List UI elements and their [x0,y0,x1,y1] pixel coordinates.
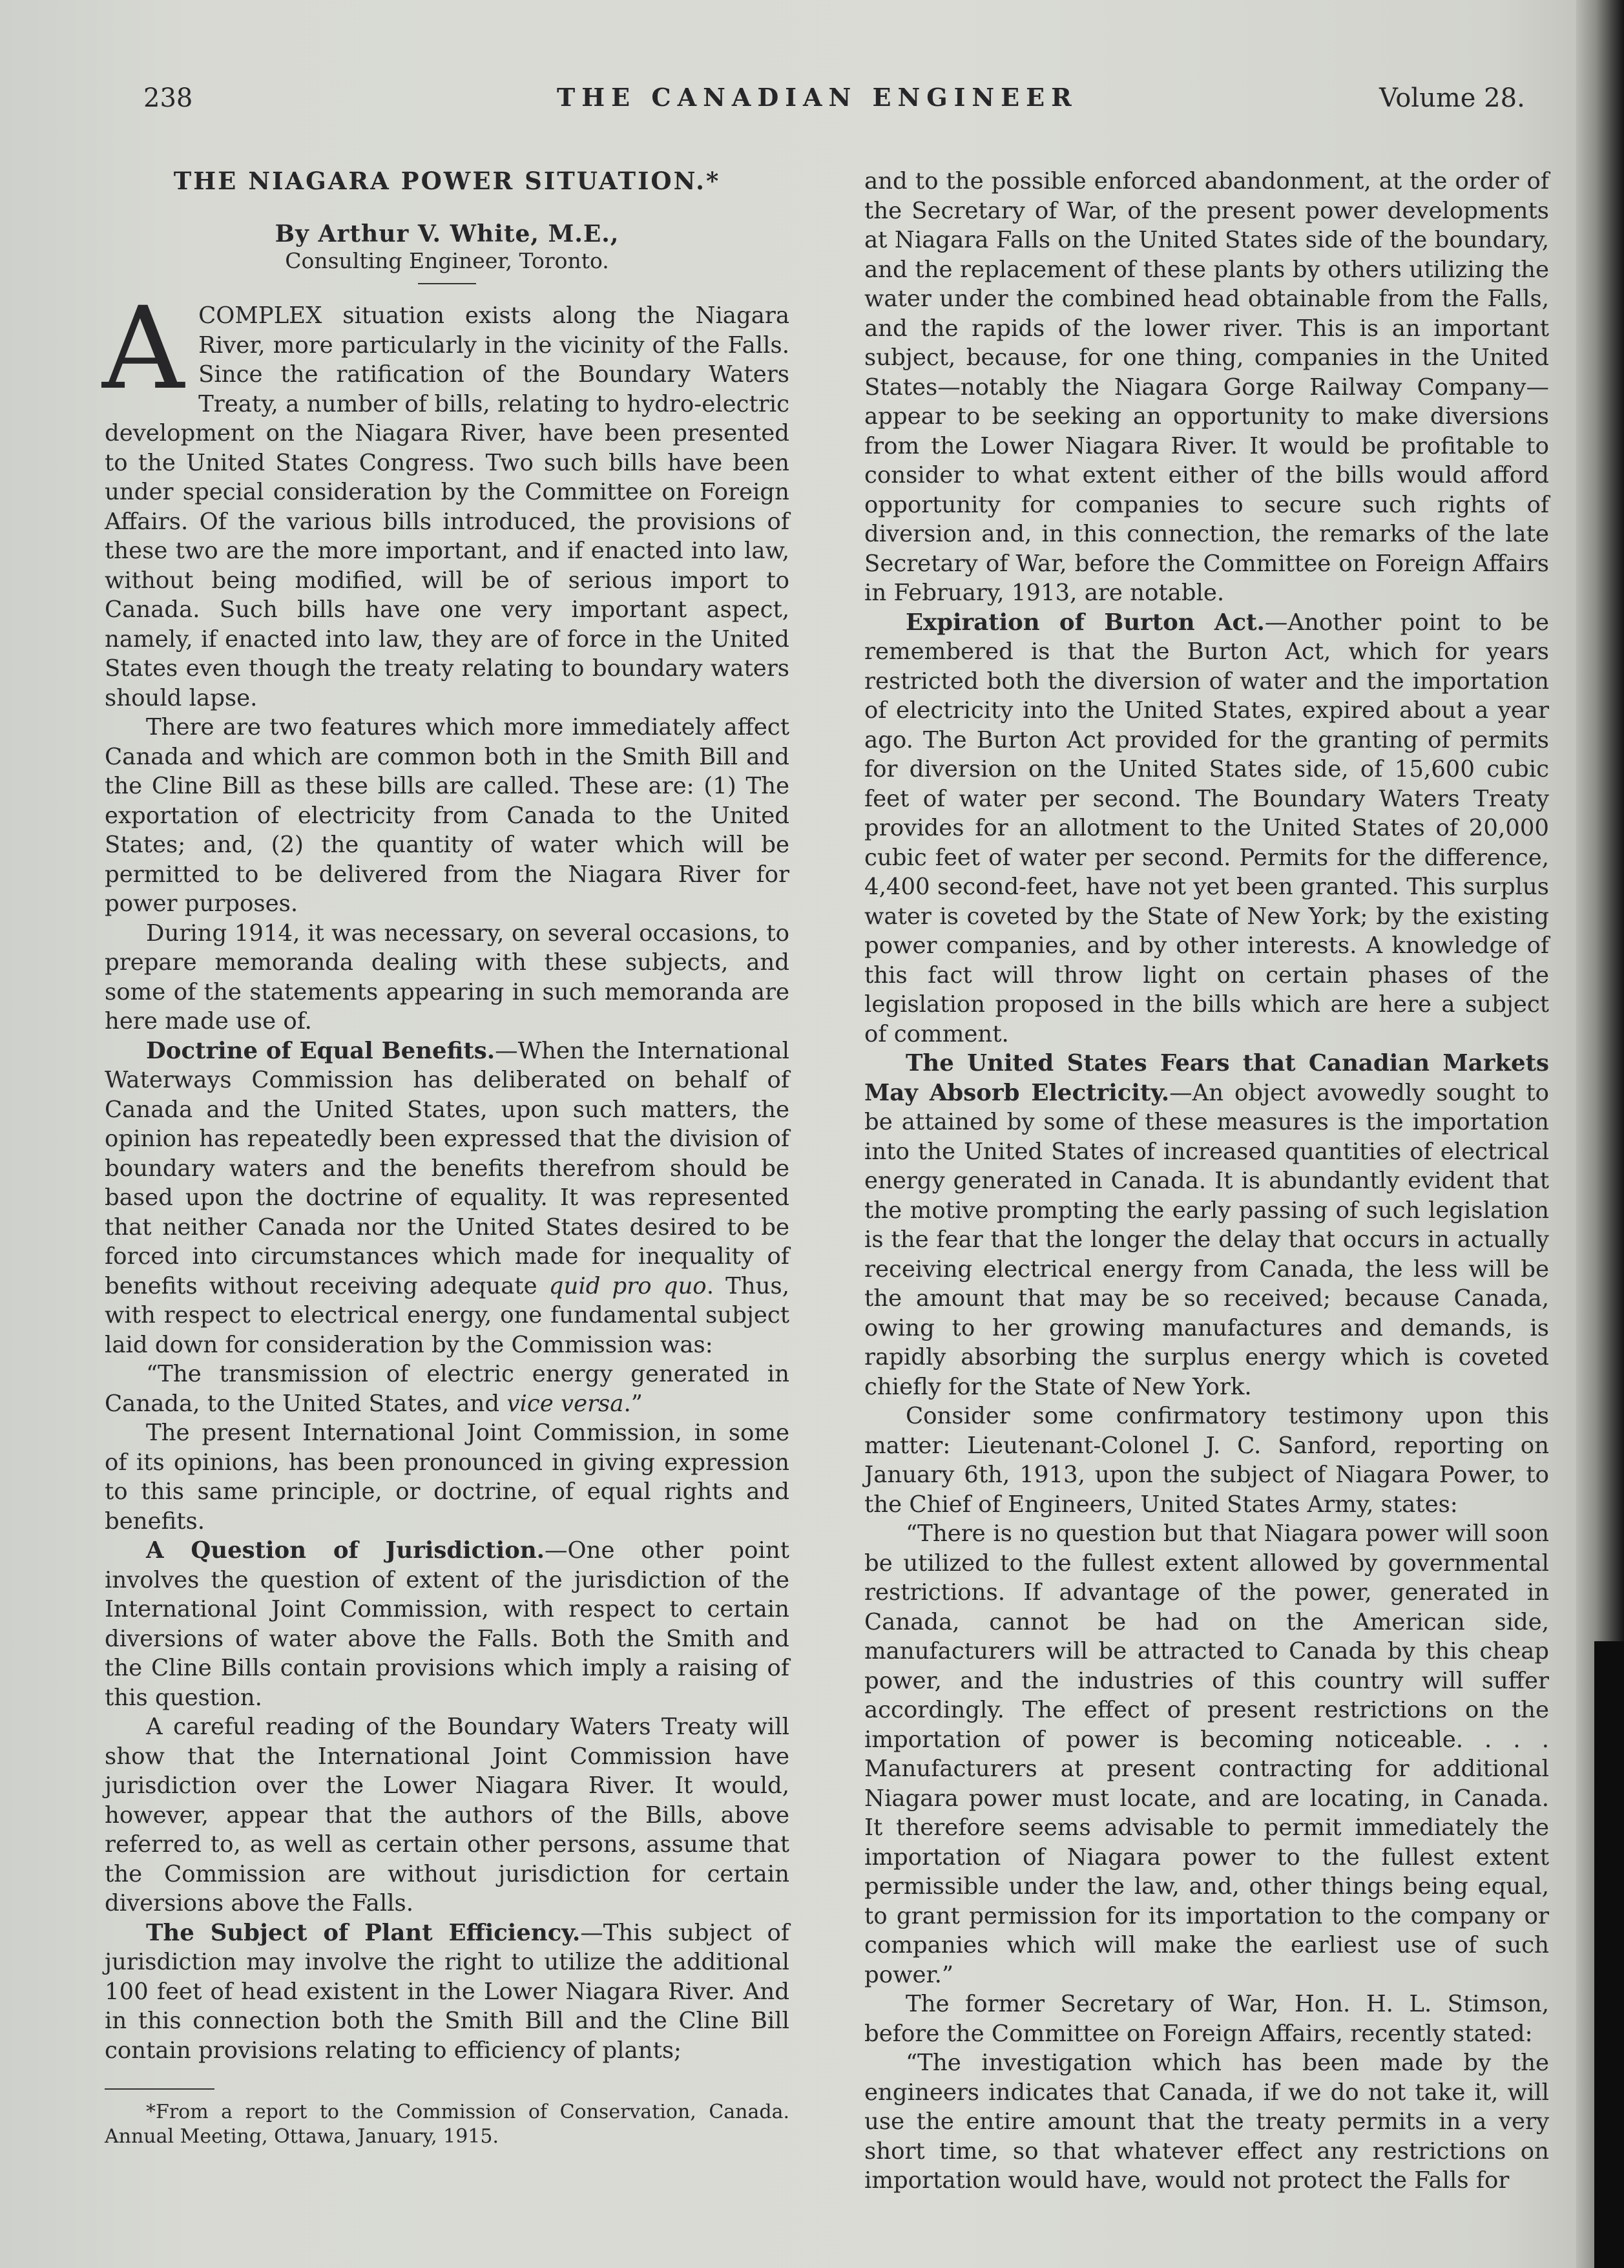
burton-act-text: —Another point to be remembered is that the Burton Act, which for years restricted both the diversion of water and the importation of electricity into the United States, expired about a year ago. The Burton Act provided for the granting of permits for diversion on the United States side, of 15,600 cubic feet of water per second. The Boundary Waters Treaty provides for an allotment to the United States of 20,000 cubic feet of water per second. Permits for the difference, 4,400 second-feet, have not yet been granted. This surplus water is coveted by the State of New York; by the existing power companies, and by other interests. A knowledge of this fact will throw light on certain phases of the legislation proposed in the bills which are here a subject of comment. [864,609,1549,1047]
features-paragraph: There are two features which more immediately affect Canada and which are common both in the Smith Bill and the Cline Bill as these bills are called. These are: (1) The exportation of electricity from Canada to the United States; and, (2) the quantity of water which will be permitted to be delivered from the Niagara River for power purposes. [105,714,789,917]
jurisdiction-heading: A Question of Jurisdiction. [146,1537,545,1564]
ijc-paragraph: The present International Joint Commission, in some of its opinions, has been pronounced in giving expression to this same principle, or doctrine, of equal rights and benefits. [105,1420,789,1535]
footnote-divider [105,2088,214,2090]
plant-efficiency-text: —This subject of jurisdiction may involve the right to utilize the additional 100 feet of head existent in the Lower Niagara River. And in this connection both the Smith Bill and the Cline Bill contain provisions relating to efficiency of plants; [105,1919,790,2064]
doctrine-text-2: . Thus, with respect to electrical energy, one fundamental subject laid down for consideration by the Commission was: [105,1272,789,1358]
transmission-quote [105,1360,789,1418]
consider-paragraph: Consider some confirmatory testimony upon this matter: Lieutenant-Colonel J. C. Sanford, reporting on January 6th, 1913, upon the subject of Niagara Power, to the Chief of Engineers, United States Army, states: [864,1403,1549,1518]
right-column [864,167,1549,2196]
burton-act-paragraph [864,608,1549,1049]
drop-cap: A [102,282,185,415]
doctrine-text-1: —When the International Waterways Commission has deliberated on behalf of Canada and the United States, upon such matters, the opinion has repeatedly been expressed that the division of boundary waters and the benefits therefrom should be based upon the doctrine of equality. It was represented that neither Canada nor the United States desired to be forced into circumstances which made for inequality of benefits without receiving adequate [105,1037,790,1299]
footnote: *From a report to the Commission of Conservation, Canada. Annual Meeting, Ottawa, January, 1915. [105,2101,789,2148]
volume-label: Volume 28. [1379,83,1525,113]
fears-heading: The United States Fears that Canadian Markets May Absorb Electricity. [864,1050,1549,1106]
transmission-quote-end: .” [623,1390,643,1417]
careful-reading-paragraph: A careful reading of the Boundary Waters Treaty will show that the International Joint Commission have jurisdiction over the Lower Niagara River. It would, however, appear that the authors of the Bills, above referred to, as well as certain other persons, assume that the Commission are without jurisdiction for certain diversions above the Falls. [105,1714,789,1916]
jurisdiction-text: —One other point involves the question of extent of the jurisdiction of the International Joint Commission, with respect to certain diversions of water above the Falls. Both the Smith and the Cline Bills contain provisions which imply a raising of this question. [105,1537,790,1711]
fears-text: —An object avowedly sought to be attained by some of these measures is the importation into the United States of increased quantities of electrical energy generated in Canada. It is abundantly evident that the motive prompting the early passing of such legislation is the fear that the longer the delay that occurs in actually receiving electrical energy from Canada, the less will be the amount that may be so received; because Canada, owing to her growing manufactures and demands, is rapidly absorbing the surplus energy which is coveted chiefly for the State of New York. [864,1079,1549,1400]
doctrine-paragraph [105,1036,789,1360]
page-shadow [1594,1641,1624,2268]
burton-act-heading: Expiration of Burton Act. [906,609,1265,636]
continuation-paragraph: and to the possible enforced abandonment, at the order of the Secretary of War, of the present power developments at Niagara Falls on the United States side of the boundary, and the replacement of these plants by others utilizing the water under the combined head obtainable from the Falls, and the rapids of the lower river. This is an important subject, because, for one thing, companies in the United States—notably the Niagara Gorge Railway Company—appear to be seeking an opportunity to make diversions from the Lower Niagara River. It would be profitable to consider to what extent either of the bills would afford opportunity for companies to secure such rights of diversion and, in this connection, the remarks of the late Secretary of War, before the Committee on Foreign Affairs in February, 1913, are notable. [864,168,1549,606]
plant-efficiency-paragraph [105,1918,789,2066]
journal-title: THE CANADIAN ENGINEER [557,83,1078,112]
doctrine-heading: Doctrine of Equal Benefits. [146,1037,495,1064]
left-column [102,167,790,2149]
transmission-quote-italic: vice versa [506,1390,624,1417]
doctrine-italic: quid pro quo [548,1272,707,1299]
article-title: THE NIAGARA POWER SITUATION.* [173,167,721,195]
author-byline: By Arthur V. White, M.E., [275,220,619,247]
stimson-quote: “The investigation which has been made by the engineers indicates that Canada, if we do not take it, will use the entire amount that the treaty permits in a very short time, so that whatever effect any restrictions on importation would have, would not protect the Falls for [864,2050,1549,2194]
page-number: 238 [143,83,193,113]
author-affiliation: Consulting Engineer, Toronto. [285,248,609,273]
sanford-quote: “There is no question but that Niagara power will soon be utilized to the fullest extent allowed by governmental restrictions. If advantage of the power, generated in Canada, cannot be had on the American side, manufacturers will be attracted to Canada by this cheap power, and the industries of this country will suffer accordingly. The effect of present restrictions on the importation of power is becoming noticeable. . . . Manufacturers at present contracting for additional Niagara power must locate, and are locating, in Canada. It therefore seems advisable to permit immediately the importation of Niagara power to the fullest extent permissible under the law, and, other things being equal, to grant permission for its importation to the company or companies which will make the earliest use of such power.” [864,1520,1549,1988]
transmission-quote-text: “The transmission of electric energy generated in Canada, to the United States, and [105,1361,789,1417]
fears-paragraph [864,1049,1549,1402]
intro-paragraph [102,282,789,713]
jurisdiction-paragraph [105,1536,789,1712]
intro-text: COMPLEX situation exists along the Niagara River, more particularly in the vicinity of the Falls. Since the ratification of the Boundary Waters Treaty, a number of bills, relating to hydro-electric development on the Niagara River, have been presented to the United States Congress. Two such bills have been under special consideration by the Committee on Foreign Affairs. Of the various bills introduced, the provisions of these two are the more important, and if enacted into law, without being modified, will be of serious import to Canada. Such bills have one very important aspect, namely, if enacted into law, they are of force in the United States even though the treaty relating to boundary waters should lapse. [105,302,789,711]
plant-efficiency-heading: The Subject of Plant Efficiency. [146,1919,581,1946]
memoranda-paragraph: During 1914, it was necessary, on several occasions, to prepare memoranda dealing with these subjects, and some of the statements appearing in such memoranda are here made use of. [105,919,789,1034]
title-divider [418,283,476,284]
stimson-paragraph: The former Secretary of War, Hon. H. L. Stimson, before the Committee on Foreign Affairs, recently stated: [864,1991,1549,2047]
